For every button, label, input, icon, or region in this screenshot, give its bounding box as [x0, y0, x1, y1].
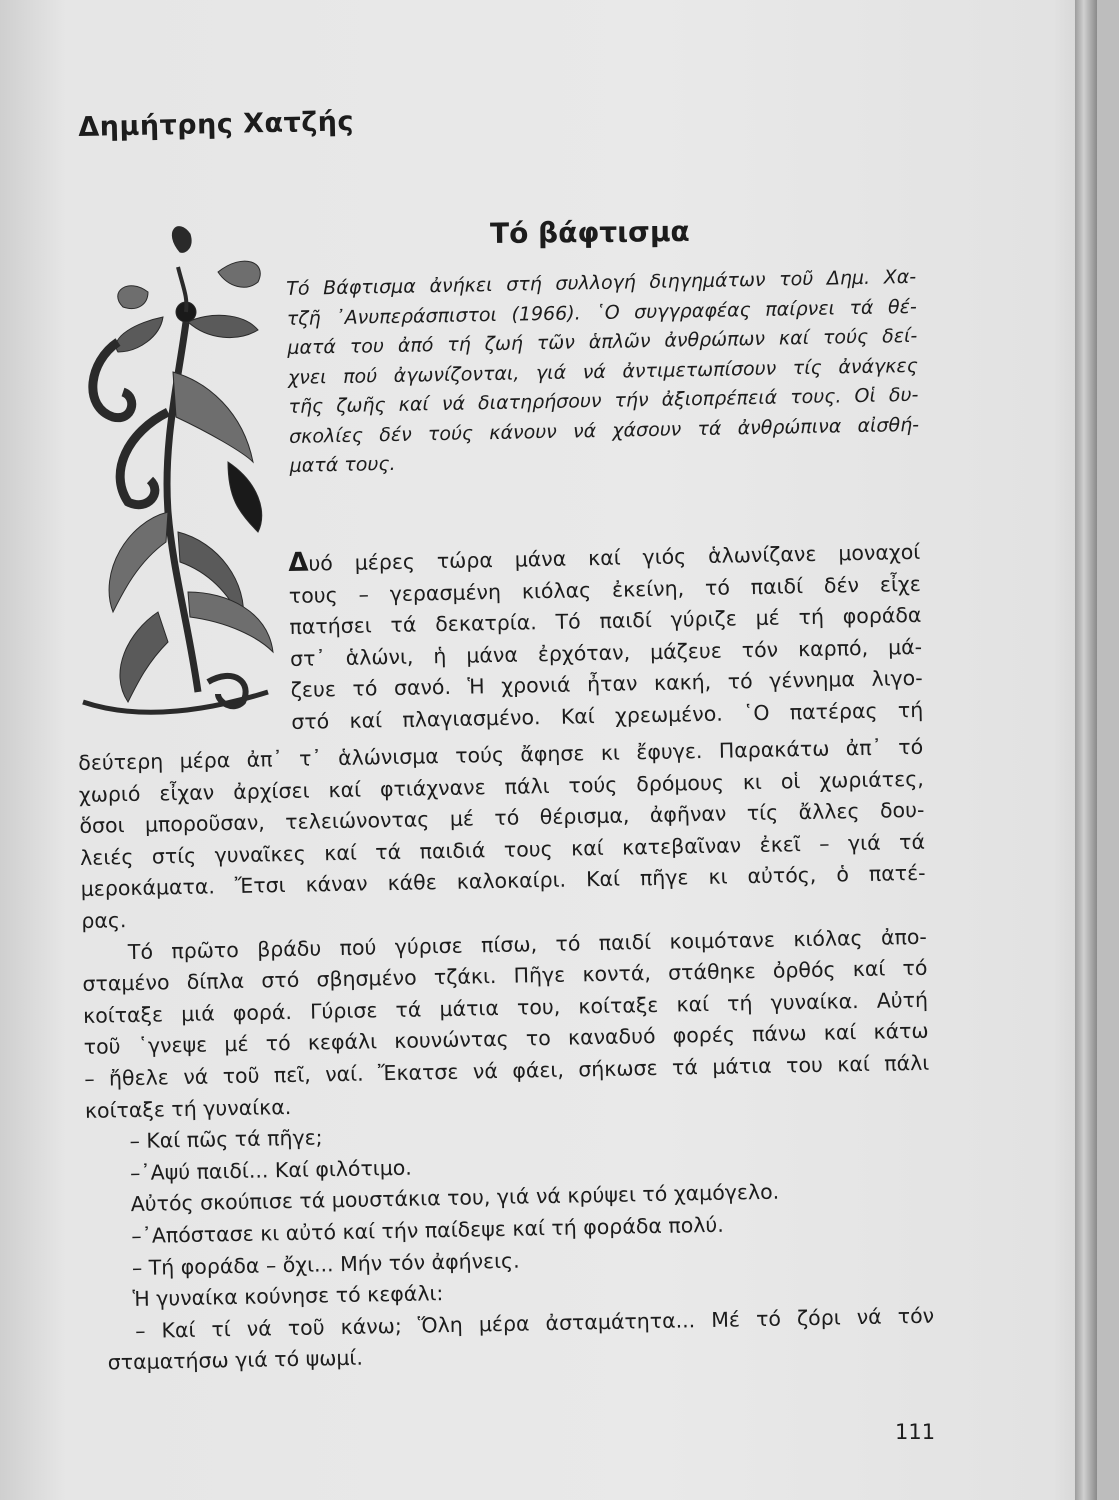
dialogue-line: –᾿Απόστασε κι αὐτό καί τήν παίδεψε καί τή φοράδα πολύ.	[131, 1212, 724, 1248]
intro-line: ματά του ἀπό τή ζωή τῶν ἁπλῶν ἀνθρώπων καί τούς δεί-	[287, 324, 918, 359]
body-line: Τό πρῶτο βράδυ πού γύρισε πίσω, τό παιδί κοιμότανε κιόλας ἀπο-	[127, 924, 928, 964]
intro-line: χνει πού ἀγωνίζονται, γιά νά ἀντιμετωπίσουν τίς ἀνάγκες	[287, 354, 919, 389]
body-line: ζευε τό σανό. Ἡ χρονιά ἦταν κακή, τό γέννημα λιγο-	[290, 666, 923, 703]
body-first-line: υό μέρες τώρα μάνα καί γιός ἁλωνίζανε μοναχοί	[308, 539, 921, 576]
body-line: λειές στίς γυναῖκες καί τά παιδιά τους καί κατεβαῖναν ἐκεῖ – γιά τά	[79, 829, 926, 870]
body-line: τους – γερασμένη κιόλας ἐκείνη, τό παιδί δέν εἶχε	[288, 571, 922, 608]
body-line: στ᾿ ἁλώνι, ἡ μάνα ἐρχόταν, μάζευε τόν καρπό, μά-	[289, 634, 923, 671]
page-edge	[1075, 0, 1097, 1500]
intro-line: Τό Βάφτισμα ἀνήκει στή συλλογή διηγημάτων τοῦ Δημ. Χα-	[286, 265, 917, 300]
body-line: σταμένο δίπλα στό σβησμένο τζάκι. Πῆγε κοντά, στάθηκε ὀρθός καί τό	[82, 955, 928, 997]
body-opening	[288, 536, 924, 739]
intro-line: σκολίες δέν τούς κάνουν νά χάσουν τά ἀνθρώπινα αἰσθή-	[288, 413, 920, 448]
intro-line: τῆς ζωῆς καί νά διατηρήσουν τήν ἀξιοπρέπειά τους. Οἱ δυ-	[288, 383, 919, 418]
dialogue-line: –᾿Αψύ παιδί... Καί φιλότιμο.	[129, 1155, 413, 1185]
body-main	[78, 732, 935, 1380]
body-line: – Καί τί νά τοῦ κάνω; Ὅλη μέρα ἀσταμάτητα... Μέ τό ζόρι νά τόν	[134, 1303, 935, 1343]
body-line: σταματήσω γιά τό ψωμί.	[107, 1345, 364, 1375]
page-number: 111	[895, 1420, 936, 1444]
body-line: πατήσει τά δεκατρία. Τό παιδί γύριζε μέ τή φοράδα	[289, 603, 922, 640]
dialogue-line: – Καί πῶς τά πῆγε;	[129, 1125, 323, 1154]
author-name: Δημήτρης Χατζής	[78, 106, 355, 143]
intro-line: τζῆ ᾿Ανυπεράσπιστοι (1966). ῾Ο συγγραφέας παίρνει τά θέ-	[286, 295, 917, 330]
body-line: χωριό εἶχαν ἀρχίσει καί φτιάχνανε πάλι τούς δρόμους κι οἱ χωριάτες,	[78, 766, 924, 807]
dialogue-line: Ἡ γυναίκα κούνησε τό κεφάλι:	[132, 1281, 444, 1312]
body-line: κοίταξε μιά φορά. Γύρισε τά μάτια του, κοίταξε καί τή γυναίκα. Αὐτή	[82, 987, 929, 1028]
story-title: Τό βάφτισμα	[489, 214, 690, 251]
dialogue-line: Αὐτός σκούπισε τά μουστάκια του, γιά νά κρύψει τό χαμόγελο.	[130, 1179, 780, 1217]
body-line: τοῦ ῾γνεψε μέ τό κεφάλι κουνώντας το καναδυό φορές πάνω καί κάτω	[83, 1019, 929, 1060]
body-line: – ἤθελε νά τοῦ πεῖ, ναί. Ἔκατσε νά φάει, σήκωσε τά μάτια του καί πάλι	[84, 1050, 930, 1091]
body-line: δεύτερη μέρα ἀπ᾿ τ᾿ ἁλώνισμα τούς ἄφησε κι ἔφυγε. Παρακάτω ἀπ᾿ τό	[78, 734, 924, 775]
dialogue-line: – Τή φοράδα – ὄχι... Μήν τόν ἀφήνεις.	[131, 1248, 520, 1280]
body-line: κοίταξε τή γυναίκα.	[84, 1094, 292, 1123]
flower-illustration-icon	[68, 212, 283, 727]
body-line: στό καί πλαγιασμένο. Καί χρεωμένο. ῾Ο πατέρας τή	[291, 697, 924, 734]
intro-paragraph	[286, 263, 920, 482]
body-line: ὅσοι μποροῦσαν, τελειώνοντας μέ τό θέρισμα, ἀφῆναν τίς ἄλλες δου-	[79, 797, 925, 839]
body-line: μεροκάματα. Ἔτσι κάναν κάθε καλοκαίρι. Καί πῆγε κι αὐτός, ὁ πατέ-	[80, 861, 926, 902]
intro-line: ματά τους.	[289, 452, 396, 477]
body-line: ρας.	[81, 908, 127, 933]
drop-cap: Δ	[288, 547, 309, 578]
